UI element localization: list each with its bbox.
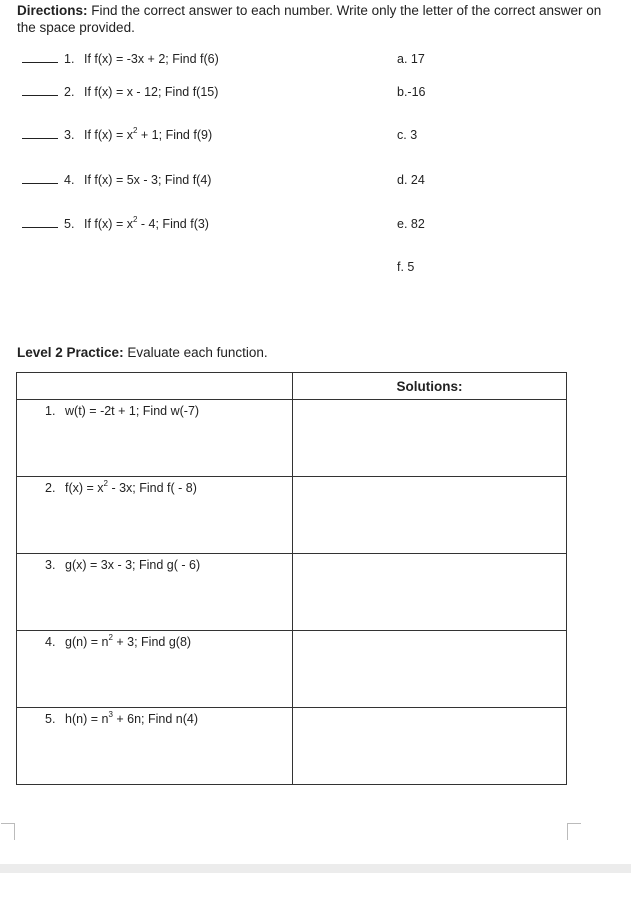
- problem-number: 3.: [45, 558, 56, 572]
- problem-text-rest: + 6n; Find n(4): [112, 712, 199, 726]
- exponent: 2: [103, 479, 108, 488]
- problem-number: 1.: [45, 404, 56, 418]
- answer-blank[interactable]: [22, 62, 58, 63]
- question-text: If f(x) = x: [84, 128, 133, 142]
- question-number: 1.: [64, 52, 75, 66]
- table-row: [17, 400, 567, 477]
- problem-text: g(n) = n: [65, 635, 109, 649]
- problem-cell: [17, 708, 293, 785]
- problem-text: w(t) = -2t + 1; Find w(-7): [65, 404, 200, 418]
- answer-blank[interactable]: [22, 95, 58, 96]
- page-corner-mark: [1, 823, 15, 840]
- choice-e: e. 82: [397, 217, 425, 231]
- directions-label: Directions:: [17, 3, 88, 18]
- directions: [17, 2, 617, 36]
- problem-cell: [17, 477, 293, 554]
- level2-text: Evaluate each function.: [123, 345, 268, 360]
- question-4: [22, 173, 211, 187]
- table-header-row: [17, 373, 567, 400]
- choice-d: d. 24: [397, 173, 425, 187]
- choice-f: f. 5: [397, 260, 415, 274]
- exponent: 2: [132, 215, 138, 224]
- solution-cell[interactable]: [293, 554, 567, 631]
- page-break-band: [0, 864, 631, 873]
- solution-cell[interactable]: [293, 400, 567, 477]
- header-blank-cell: [17, 373, 293, 400]
- page-corner-mark: [567, 823, 581, 840]
- problem-text-rest: + 3; Find g(8): [112, 635, 192, 649]
- exponent: 3: [108, 710, 113, 719]
- table-row: [17, 708, 567, 785]
- problem-number: 4.: [45, 635, 56, 649]
- solution-cell[interactable]: [293, 477, 567, 554]
- exponent: 2: [132, 126, 138, 135]
- solution-cell[interactable]: [293, 631, 567, 708]
- table-row: [17, 631, 567, 708]
- problem-cell: [17, 400, 293, 477]
- question-number: 3.: [64, 128, 75, 142]
- question-2: [22, 85, 218, 99]
- problem-number: 2.: [45, 481, 56, 495]
- solution-cell[interactable]: [293, 708, 567, 785]
- question-number: 4.: [64, 173, 75, 187]
- question-3: [22, 128, 212, 142]
- directions-text: Find the correct answer to each number. Write only the letter of the correct answer on the space provided.: [17, 3, 602, 35]
- table-row: [17, 554, 567, 631]
- problem-text: h(n) = n: [65, 712, 109, 726]
- level2-label: Level 2 Practice:: [17, 345, 124, 360]
- question-1: [22, 52, 219, 66]
- problem-text: f(x) = x: [65, 481, 104, 495]
- level2-heading: [17, 345, 268, 360]
- answer-blank[interactable]: [22, 138, 58, 139]
- choice-b: b.-16: [397, 85, 426, 99]
- problem-text: g(x) = 3x - 3; Find g( - 6): [65, 558, 201, 572]
- question-text: If f(x) = x - 12; Find f(15): [84, 85, 219, 99]
- question-text-rest: - 4; Find f(3): [137, 217, 209, 231]
- problem-number: 5.: [45, 712, 56, 726]
- question-number: 2.: [64, 85, 75, 99]
- answer-blank[interactable]: [22, 227, 58, 228]
- choice-a: a. 17: [397, 52, 425, 66]
- choice-c: c. 3: [397, 128, 418, 142]
- exponent: 2: [108, 633, 113, 642]
- practice-table: [16, 372, 567, 785]
- question-text: If f(x) = -3x + 2; Find f(6): [84, 52, 219, 66]
- question-5: [22, 217, 209, 231]
- question-text: If f(x) = x: [84, 217, 133, 231]
- problem-text-rest: - 3x; Find f( - 8): [108, 481, 197, 495]
- problem-cell: [17, 631, 293, 708]
- solutions-header: Solutions:: [293, 373, 567, 400]
- answer-blank[interactable]: [22, 183, 58, 184]
- question-text: If f(x) = 5x - 3; Find f(4): [84, 173, 212, 187]
- question-text-rest: + 1; Find f(9): [137, 128, 213, 142]
- question-number: 5.: [64, 217, 75, 231]
- table-row: [17, 477, 567, 554]
- problem-cell: [17, 554, 293, 631]
